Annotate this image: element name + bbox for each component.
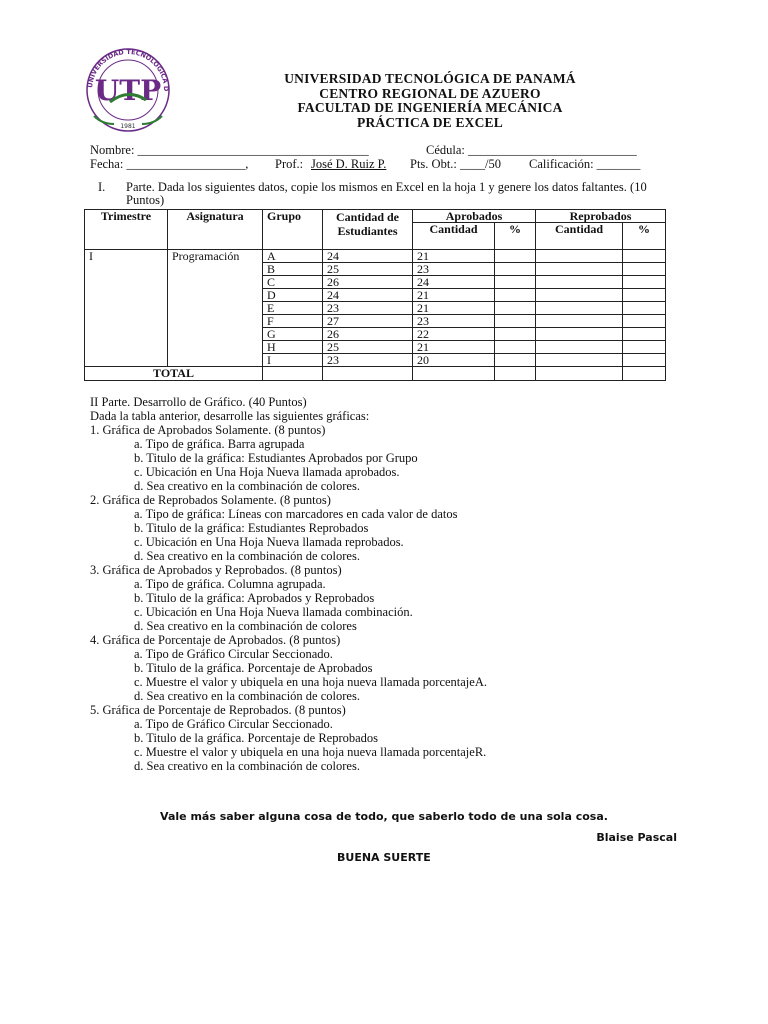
aprobados-pct-cell <box>495 263 536 276</box>
grupo-cell: E <box>263 302 323 315</box>
cantidad-cell: 24 <box>323 250 413 263</box>
cantidad-cell: 23 <box>323 302 413 315</box>
aprobados-cell: 22 <box>413 328 495 341</box>
nombre-field: Nombre: _____________________________________ <box>90 143 369 157</box>
cantidad-cell: 26 <box>323 276 413 289</box>
header-reprobados: Reprobados <box>536 210 666 223</box>
task-subitem: d. Sea creativo en la combinación de colores. <box>134 689 360 703</box>
task-subitem: a. Tipo de gráfica: Líneas con marcadores en cada valor de datos <box>134 507 458 521</box>
grupo-cell: A <box>263 250 323 263</box>
task-subitem: c. Muestre el valor y ubiquela en una hoja nueva llamada porcentajeA. <box>134 675 487 689</box>
total-cell <box>536 367 623 381</box>
students-table <box>84 209 666 381</box>
aprobados-cell: 24 <box>413 276 495 289</box>
grupo-cell: I <box>263 354 323 367</box>
header-reprob-cantidad: Cantidad <box>536 223 623 250</box>
aprobados-cell: 21 <box>413 289 495 302</box>
aprobados-cell: 23 <box>413 315 495 328</box>
logo-year: 1981 <box>120 123 136 130</box>
header-asignatura: Asignatura <box>168 210 263 250</box>
part1-instructions <box>100 181 680 207</box>
aprobados-cell: 21 <box>413 250 495 263</box>
trimestre-cell: I <box>85 250 168 367</box>
reprobados-pct-cell <box>623 315 666 328</box>
asignatura-cell: Programación <box>168 250 263 367</box>
task-title: 5. Gráfica de Porcentaje de Reprobados. (8 puntos) <box>90 703 346 717</box>
aprobados-pct-cell <box>495 341 536 354</box>
aprobados-pct-cell <box>495 250 536 263</box>
reprobados-pct-cell <box>623 302 666 315</box>
part1-number: I. <box>98 180 106 194</box>
aprobados-pct-cell <box>495 315 536 328</box>
task-title: 3. Gráfica de Aprobados y Reprobados. (8 puntos) <box>90 563 342 577</box>
task-subitem: d. Sea creativo en la combinación de colores. <box>134 479 360 493</box>
header-title: PRÁCTICA DE EXCEL <box>357 114 503 130</box>
university-logo <box>72 40 184 132</box>
logo-ring-text: UNIVERSIDAD TECNOLÓGICA D <box>86 47 171 92</box>
header-reprob-pct: % <box>623 223 666 250</box>
aprobados-pct-cell <box>495 289 536 302</box>
reprobados-cell <box>536 250 623 263</box>
task-subitem: c. Ubicación en Una Hoja Nueva llamada reprobados. <box>134 535 404 549</box>
aprobados-cell: 21 <box>413 302 495 315</box>
header-university: UNIVERSIDAD TECNOLÓGICA DE PANAMÁ <box>284 71 576 86</box>
header-faculty: FACULTAD DE INGENIERÍA MECÁNICA <box>297 100 563 115</box>
reprobados-pct-cell <box>623 276 666 289</box>
header-aprob-pct: % <box>495 223 536 250</box>
total-cell <box>495 367 536 381</box>
task-title: 1. Gráfica de Aprobados Solamente. (8 puntos) <box>90 423 326 437</box>
part1-text: Parte. Dada los siguientes datos, copie los mismos en Excel en la hoja 1 y genere los datos faltantes. (10 Puntos) <box>126 180 647 207</box>
task-subitem: b. Titulo de la gráfica: Estudiantes Aprobados por Grupo <box>134 451 418 465</box>
aprobados-cell: 23 <box>413 263 495 276</box>
task-subitem: c. Muestre el valor y ubiquela en una hoja nueva llamada porcentajeR. <box>134 745 487 759</box>
grupo-cell: F <box>263 315 323 328</box>
footer-author: Blaise Pascal <box>596 831 677 844</box>
reprobados-cell <box>536 354 623 367</box>
total-label: TOTAL <box>85 367 263 381</box>
grupo-cell: B <box>263 263 323 276</box>
header-trimestre: Trimestre <box>85 210 168 250</box>
reprobados-cell <box>536 263 623 276</box>
cantidad-cell: 27 <box>323 315 413 328</box>
grade-field: Calificación: _______ <box>529 157 641 171</box>
logo-monogram: UTP <box>94 74 162 107</box>
header-aprob-cantidad: Cantidad <box>413 223 495 250</box>
header-cantidad: Cantidad de Estudiantes <box>323 210 413 250</box>
reprobados-cell <box>536 302 623 315</box>
footer-luck: BUENA SUERTE <box>337 851 431 864</box>
document-header <box>190 72 670 130</box>
task-subitem: b. Titulo de la gráfica. Porcentaje de Aprobados <box>134 661 373 675</box>
task-subitem: d. Sea creativo en la combinación de colores. <box>134 549 360 563</box>
part2-intro: Dada la tabla anterior, desarrolle las siguientes gráficas: <box>90 409 370 423</box>
cantidad-cell: 25 <box>323 263 413 276</box>
reprobados-cell <box>536 289 623 302</box>
task-subitem: a. Tipo de Gráfico Circular Seccionado. <box>134 647 333 661</box>
grupo-cell: H <box>263 341 323 354</box>
task-subitem: c. Ubicación en Una Hoja Nueva llamada combinación. <box>134 605 413 619</box>
total-cell <box>413 367 495 381</box>
fecha-field: Fecha: ___________________, <box>90 157 249 171</box>
header-grupo: Grupo <box>263 210 323 250</box>
grupo-cell: D <box>263 289 323 302</box>
cedula-field: Cédula: ___________________________ <box>426 143 637 157</box>
aprobados-pct-cell <box>495 354 536 367</box>
task-subitem: d. Sea creativo en la combinación de colores. <box>134 759 360 773</box>
reprobados-pct-cell <box>623 289 666 302</box>
task-subitem: a. Tipo de Gráfico Circular Seccionado. <box>134 717 333 731</box>
cantidad-cell: 25 <box>323 341 413 354</box>
aprobados-pct-cell <box>495 302 536 315</box>
task-title: 4. Gráfica de Porcentaje de Aprobados. (8 puntos) <box>90 633 341 647</box>
reprobados-pct-cell <box>623 341 666 354</box>
reprobados-cell <box>536 315 623 328</box>
grupo-cell: C <box>263 276 323 289</box>
cantidad-cell: 23 <box>323 354 413 367</box>
part2-title: II Parte. Desarrollo de Gráfico. (40 Puntos) <box>90 395 307 409</box>
reprobados-pct-cell <box>623 263 666 276</box>
prof-name: José D. Ruiz P. <box>311 157 387 171</box>
grupo-cell: G <box>263 328 323 341</box>
task-subitem: d. Sea creativo en la combinación de colores <box>134 619 357 633</box>
task-subitem: b. Titulo de la gráfica. Porcentaje de Reprobados <box>134 731 379 745</box>
aprobados-cell: 21 <box>413 341 495 354</box>
reprobados-cell <box>536 276 623 289</box>
cantidad-cell: 24 <box>323 289 413 302</box>
reprobados-cell <box>536 341 623 354</box>
reprobados-pct-cell <box>623 328 666 341</box>
reprobados-pct-cell <box>623 354 666 367</box>
total-cell <box>623 367 666 381</box>
reprobados-cell <box>536 328 623 341</box>
part2-instructions <box>90 395 487 773</box>
total-cell <box>323 367 413 381</box>
aprobados-cell: 20 <box>413 354 495 367</box>
task-subitem: a. Tipo de gráfica. Columna agrupada. <box>134 577 326 591</box>
header-aprobados: Aprobados <box>413 210 536 223</box>
aprobados-pct-cell <box>495 276 536 289</box>
aprobados-pct-cell <box>495 328 536 341</box>
cantidad-cell: 26 <box>323 328 413 341</box>
total-cell <box>263 367 323 381</box>
footer-quote: Vale más saber alguna cosa de todo, que saberlo todo de una sola cosa. <box>160 810 608 823</box>
header-center: CENTRO REGIONAL DE AZUERO <box>319 85 541 101</box>
table-row <box>85 250 666 263</box>
task-subitem: b. Titulo de la gráfica: Estudiantes Reprobados <box>134 521 369 535</box>
task-title: 2. Gráfica de Reprobados Solamente. (8 puntos) <box>90 493 331 507</box>
points-field: Pts. Obt.: ____/50 <box>410 157 501 171</box>
task-subitem: c. Ubicación en Una Hoja Nueva llamada aprobados. <box>134 465 400 479</box>
reprobados-pct-cell <box>623 250 666 263</box>
task-subitem: a. Tipo de gráfica. Barra agrupada <box>134 437 305 451</box>
task-subitem: b. Titulo de la gráfica: Aprobados y Reprobados <box>134 591 375 605</box>
prof-label: Prof.: <box>275 157 304 171</box>
